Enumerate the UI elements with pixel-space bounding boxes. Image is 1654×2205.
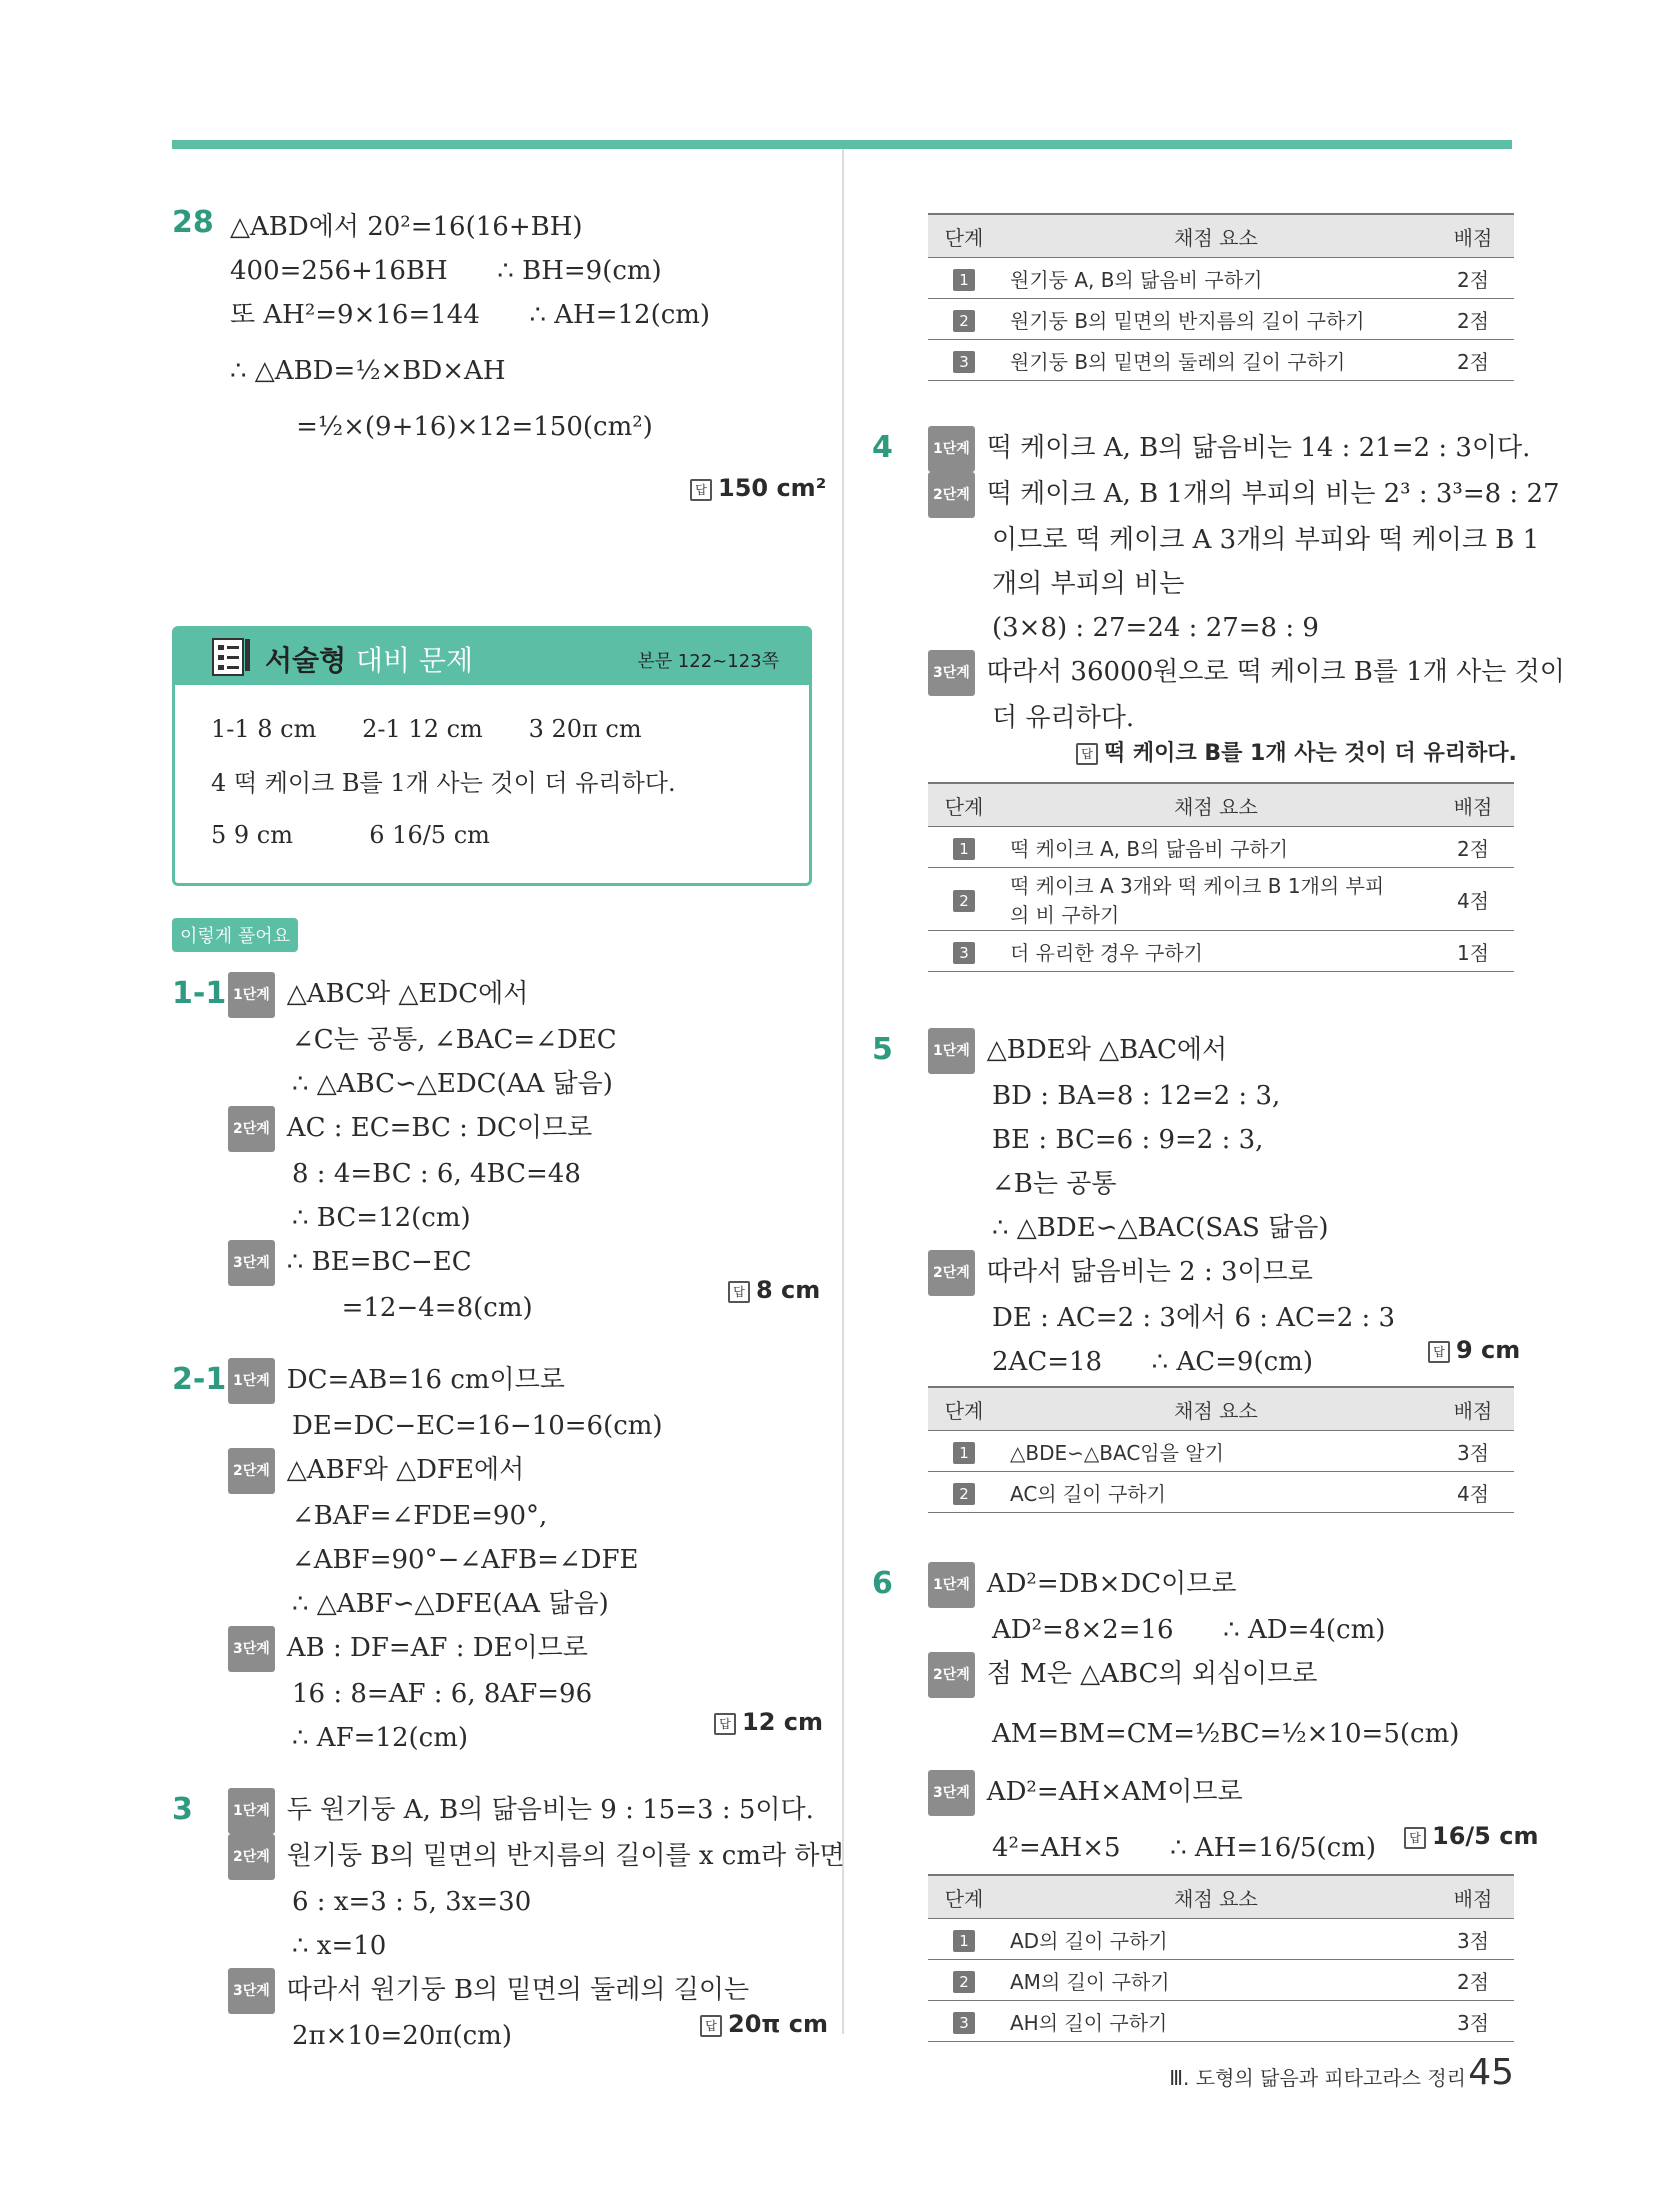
solution-line: 400=256+16BH ∴ BH=9(cm) bbox=[230, 256, 662, 286]
problem-number: 3 bbox=[172, 1792, 193, 1827]
solution-line: 2단계 점 M은 △ABC의 외심이므로 bbox=[928, 1652, 1459, 1698]
answer: 답 9 cm bbox=[1428, 1336, 1520, 1364]
top-accent-bar bbox=[172, 140, 1512, 149]
solution-line: 2단계 떡 케이크 A, B 1개의 부피의 비는 2³ : 3³=8 : 27 bbox=[928, 472, 1565, 518]
table-header: 채점 요소 bbox=[1000, 1875, 1432, 1919]
table-header: 채점 요소 bbox=[1000, 214, 1432, 258]
table-header: 채점 요소 bbox=[1000, 783, 1432, 827]
solution-line: 16 : 8=AF : 6, 8AF=96 bbox=[292, 1679, 593, 1709]
table-row: 3 더 유리한 경우 구하기 1점 bbox=[928, 931, 1514, 972]
solution-line: 3단계 따라서 36000원으로 떡 케이크 B를 1개 사는 것이 bbox=[928, 650, 1565, 696]
answer: 답 8 cm bbox=[728, 1276, 820, 1304]
answer-icon: 답 bbox=[1076, 743, 1098, 765]
essay-title: 서술형 대비 문제 bbox=[265, 644, 473, 677]
table-header: 배점 bbox=[1432, 214, 1514, 258]
checklist-icon bbox=[211, 637, 253, 677]
solution-line: AM=BM=CM=½BC=½×10=5(cm) bbox=[992, 1719, 1460, 1749]
problem-number: 2-1 bbox=[172, 1362, 227, 1397]
answer: 답 떡 케이크 B를 1개 사는 것이 더 유리하다. bbox=[1076, 736, 1517, 767]
scoring-table bbox=[928, 782, 1514, 972]
problem-number: 6 bbox=[872, 1566, 893, 1601]
table-header: 단계 bbox=[928, 1387, 1000, 1431]
table-row: 1 떡 케이크 A, B의 닮음비 구하기 2점 bbox=[928, 827, 1514, 868]
table-row: 3 AH의 길이 구하기 3점 bbox=[928, 2001, 1514, 2042]
problem-number: 5 bbox=[872, 1032, 893, 1067]
answer-icon: 답 bbox=[1404, 1827, 1426, 1849]
table-row: 2 AC의 길이 구하기 4점 bbox=[928, 1472, 1514, 1513]
table-row: 1 △BDE∽△BAC임을 알기 3점 bbox=[928, 1431, 1514, 1472]
solution-line: 1단계 DC=AB=16 cm이므로 bbox=[228, 1358, 663, 1404]
table-header: 채점 요소 bbox=[1000, 1387, 1432, 1431]
scoring-table bbox=[928, 1386, 1514, 1513]
solution-line: 6 : x=3 : 5, 3x=30 bbox=[292, 1887, 532, 1917]
solution-line: △ABD에서 20²=16(16+BH) bbox=[230, 212, 583, 242]
solution-line: 2단계 AC : EC=BC : DC이므로 bbox=[228, 1106, 617, 1152]
solution-line: ∠BAF=∠FDE=90°, bbox=[292, 1501, 548, 1531]
table-row: 1 AD의 길이 구하기 3점 bbox=[928, 1919, 1514, 1960]
table-header: 배점 bbox=[1432, 783, 1514, 827]
solution-line: 2AC=18 ∴ AC=9(cm) bbox=[992, 1347, 1313, 1377]
solution-line: BD : BA=8 : 12=2 : 3, bbox=[992, 1081, 1281, 1111]
solution-line: 3단계 ∴ BE=BC−EC bbox=[228, 1240, 617, 1286]
solution-line: 또 AH²=9×16=144 ∴ AH=12(cm) bbox=[230, 300, 711, 330]
solution-line: 1단계 △ABC와 △EDC에서 bbox=[228, 972, 617, 1018]
solution-line: BE : BC=6 : 9=2 : 3, bbox=[992, 1125, 1264, 1155]
solution-line: ∴ △ABC∽△EDC(AA 닮음) bbox=[292, 1069, 613, 1099]
solution-line: 4²=AH×5 ∴ AH=16/5(cm) bbox=[992, 1833, 1377, 1863]
table-header: 단계 bbox=[928, 1875, 1000, 1919]
answer-icon: 답 bbox=[700, 2015, 722, 2037]
scoring-table bbox=[928, 213, 1514, 381]
answer-icon: 답 bbox=[690, 479, 712, 501]
table-row: 2 원기둥 B의 밑면의 반지름의 길이 구하기 2점 bbox=[928, 299, 1514, 340]
table-row: 2 AM의 길이 구하기 2점 bbox=[928, 1960, 1514, 2001]
essay-answer-box bbox=[172, 626, 812, 886]
solution-line: ∠ABF=90°−∠AFB=∠DFE bbox=[292, 1545, 639, 1575]
solution-line: (3×8) : 27=24 : 27=8 : 9 bbox=[992, 613, 1319, 643]
solution-line: DE : AC=2 : 3에서 6 : AC=2 : 3 bbox=[992, 1303, 1396, 1333]
solution-line: AD²=8×2=16 ∴ AD=4(cm) bbox=[992, 1615, 1386, 1645]
table-row: 2 떡 케이크 A 3개와 떡 케이크 B 1개의 부피의 비 구하기 4점 bbox=[928, 868, 1514, 931]
solution-line: 2단계 △ABF와 △DFE에서 bbox=[228, 1448, 663, 1494]
solution-line: ∠B는 공통 bbox=[992, 1169, 1117, 1199]
table-header: 배점 bbox=[1432, 1875, 1514, 1919]
solution-line: 1단계 △BDE와 △BAC에서 bbox=[928, 1028, 1395, 1074]
table-row: 1 원기둥 A, B의 닮음비 구하기 2점 bbox=[928, 258, 1514, 299]
solution-line: ∴ x=10 bbox=[292, 1931, 387, 1961]
solution-line: 2단계 따라서 닮음비는 2 : 3이므로 bbox=[928, 1250, 1395, 1296]
solution-line: 3단계 AB : DF=AF : DE이므로 bbox=[228, 1626, 663, 1672]
solution-line: 이므로 떡 케이크 A 3개의 부피와 떡 케이크 B 1 bbox=[992, 525, 1540, 555]
essay-answers-row: 1-1 8 cm 2-1 12 cm 3 20π cm bbox=[211, 715, 642, 743]
solution-line: 2π×10=20π(cm) bbox=[292, 2021, 512, 2051]
solution-tag: 이렇게 풀어요 bbox=[172, 918, 298, 952]
answer: 답 20π cm bbox=[700, 2010, 828, 2038]
solution-line: 3단계 따라서 원기둥 B의 밑면의 둘레의 길이는 bbox=[228, 1968, 845, 2014]
answer: 답 16/5 cm bbox=[1404, 1822, 1538, 1850]
essay-page-ref: 본문 122~123쪽 bbox=[637, 651, 779, 672]
answer-icon: 답 bbox=[714, 1713, 736, 1735]
solution-line: ∴ BC=12(cm) bbox=[292, 1203, 471, 1233]
page-number: 45 bbox=[1468, 2052, 1514, 2093]
solution-line: DE=DC−EC=16−10=6(cm) bbox=[292, 1411, 663, 1441]
column-divider bbox=[842, 149, 844, 2034]
problem-number: 1-1 bbox=[172, 976, 227, 1011]
table-row: 3 원기둥 B의 밑면의 둘레의 길이 구하기 2점 bbox=[928, 340, 1514, 381]
essay-header bbox=[175, 629, 809, 685]
table-header: 단계 bbox=[928, 214, 1000, 258]
solution-line: 1단계 두 원기둥 A, B의 닮음비는 9 : 15=3 : 5이다. bbox=[228, 1788, 845, 1834]
solution-line: 2단계 원기둥 B의 밑면의 반지름의 길이를 x cm라 하면 bbox=[228, 1834, 845, 1880]
solution-line: =½×(9+16)×12=150(cm²) bbox=[230, 412, 653, 442]
solution-line: ∴ △ABF∽△DFE(AA 닮음) bbox=[292, 1589, 609, 1619]
essay-answers-row: 5 9 cm 6 16/5 cm bbox=[211, 821, 490, 849]
chapter-title: Ⅲ. 도형의 닮음과 피타고라스 정리 bbox=[1169, 2066, 1466, 2090]
problem-number: 4 bbox=[872, 430, 893, 465]
solution-line: 1단계 AD²=DB×DC이므로 bbox=[928, 1562, 1459, 1608]
table-header: 배점 bbox=[1432, 1387, 1514, 1431]
solution-line: 3단계 AD²=AH×AM이므로 bbox=[928, 1770, 1459, 1816]
scoring-table bbox=[928, 1874, 1514, 2042]
problem-number: 28 bbox=[172, 205, 214, 240]
solution-line: 개의 부피의 비는 bbox=[992, 569, 1185, 599]
solution-line: ∠C는 공통, ∠BAC=∠DEC bbox=[292, 1025, 617, 1055]
solution-line: ∴ △ABD=½×BD×AH bbox=[230, 356, 506, 386]
answer: 답 150 cm² bbox=[690, 474, 826, 502]
solution-line: 더 유리하다. bbox=[992, 703, 1135, 733]
solution-line: ∴ △BDE∽△BAC(SAS 닮음) bbox=[992, 1213, 1329, 1243]
solution-line: 8 : 4=BC : 6, 4BC=48 bbox=[292, 1159, 581, 1189]
answer-icon: 답 bbox=[1428, 1341, 1450, 1363]
solution-line: ∴ AF=12(cm) bbox=[292, 1723, 468, 1753]
essay-answers-row: 4 떡 케이크 B를 1개 사는 것이 더 유리하다. bbox=[211, 769, 676, 797]
solution-line: =12−4=8(cm) bbox=[292, 1293, 533, 1323]
answer-icon: 답 bbox=[728, 1281, 750, 1303]
answer: 답 12 cm bbox=[714, 1708, 823, 1736]
solution-line: 1단계 떡 케이크 A, B의 닮음비는 14 : 21=2 : 3이다. bbox=[928, 426, 1565, 472]
table-header: 단계 bbox=[928, 783, 1000, 827]
